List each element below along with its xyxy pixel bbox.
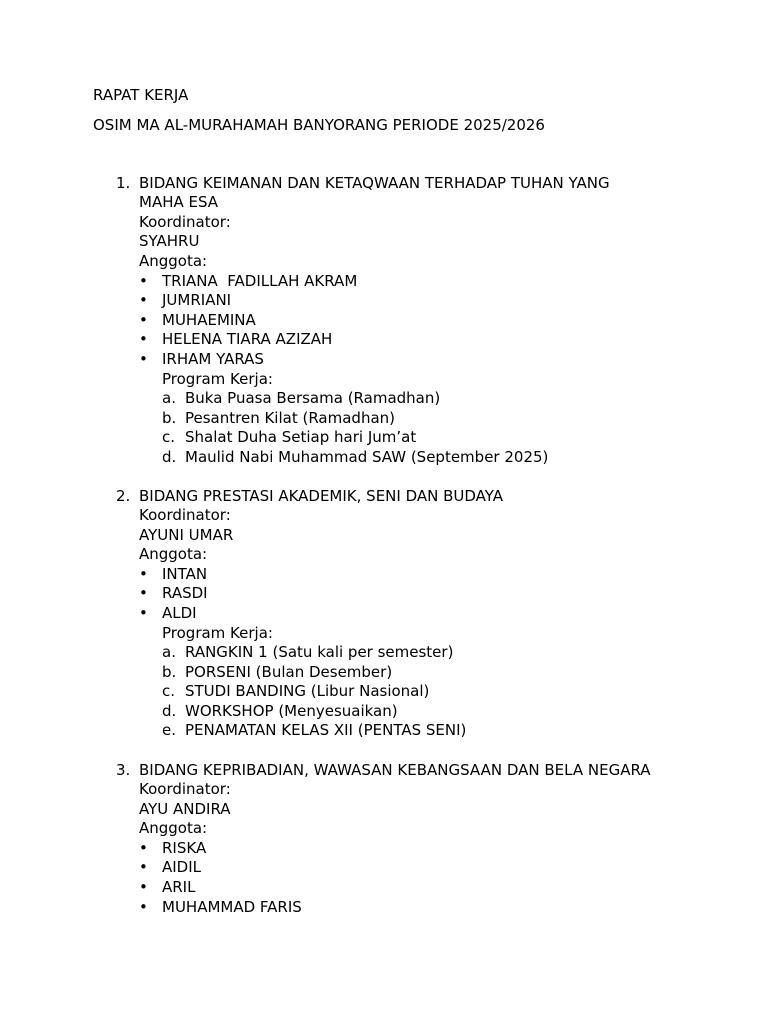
program-item: Shalat Duha Setiap hari Jum’at bbox=[185, 428, 417, 446]
section-heading: BIDANG KEPRIBADIAN, WAWASAN KEBANGSAAN DAN BELA NEGARA bbox=[139, 761, 651, 779]
anggota-label: Anggota: bbox=[139, 252, 208, 270]
anggota-item: MUHAEMINA bbox=[162, 311, 256, 329]
anggota-item: ALDI bbox=[162, 604, 197, 622]
anggota-label: Anggota: bbox=[139, 819, 208, 837]
anggota-item: JUMRIANI bbox=[162, 291, 232, 309]
bullet-icon: • bbox=[139, 291, 148, 309]
anggota-item: MUHAMMAD FARIS bbox=[162, 898, 302, 916]
program-marker: e. bbox=[162, 721, 176, 739]
section-heading: BIDANG KEIMANAN DAN KETAQWAAN TERHADAP TUHAN YANG bbox=[139, 174, 610, 192]
program-item: PORSENI (Bulan Desember) bbox=[185, 663, 393, 681]
anggota-item: TRIANA FADILLAH AKRAM bbox=[162, 272, 358, 290]
koordinator-label: Koordinator: bbox=[139, 506, 231, 524]
program-item: Pesantren Kilat (Ramadhan) bbox=[185, 409, 396, 427]
program-marker: b. bbox=[162, 663, 177, 681]
program-item: Maulid Nabi Muhammad SAW (September 2025) bbox=[185, 448, 549, 466]
koordinator-name: AYU ANDIRA bbox=[139, 800, 231, 818]
program-marker: d. bbox=[162, 448, 177, 466]
program-item: RANGKIN 1 (Satu kali per semester) bbox=[185, 643, 454, 661]
program-marker: b. bbox=[162, 409, 177, 427]
section-number: 3. bbox=[116, 761, 131, 779]
koordinator-label: Koordinator: bbox=[139, 780, 231, 798]
anggota-item: RASDI bbox=[162, 584, 208, 602]
section-number: 2. bbox=[116, 487, 131, 505]
program-marker: d. bbox=[162, 702, 177, 720]
doc-title: RAPAT KERJA bbox=[93, 86, 189, 104]
doc-subtitle: OSIM MA AL-MURAHAMAH BANYORANG PERIODE 2025/2026 bbox=[93, 116, 545, 134]
koordinator-name: AYUNI UMAR bbox=[139, 526, 234, 544]
anggota-item: HELENA TIARA AZIZAH bbox=[162, 330, 333, 348]
section-heading: BIDANG PRESTASI AKADEMIK, SENI DAN BUDAYA bbox=[139, 487, 504, 505]
anggota-item: INTAN bbox=[162, 565, 208, 583]
program-marker: c. bbox=[162, 428, 176, 446]
anggota-item: RISKA bbox=[162, 839, 207, 857]
program-label: Program Kerja: bbox=[162, 624, 273, 642]
bullet-icon: • bbox=[139, 878, 148, 896]
bullet-icon: • bbox=[139, 858, 148, 876]
anggota-item: AIDIL bbox=[162, 858, 202, 876]
bullet-icon: • bbox=[139, 330, 148, 348]
program-item: STUDI BANDING (Libur Nasional) bbox=[185, 682, 430, 700]
bullet-icon: • bbox=[139, 311, 148, 329]
bullet-icon: • bbox=[139, 839, 148, 857]
program-label: Program Kerja: bbox=[162, 370, 273, 388]
bullet-icon: • bbox=[139, 565, 148, 583]
program-marker: a. bbox=[162, 643, 176, 661]
bullet-icon: • bbox=[139, 898, 148, 916]
anggota-item: ARIL bbox=[162, 878, 196, 896]
anggota-label: Anggota: bbox=[139, 545, 208, 563]
bullet-icon: • bbox=[139, 272, 148, 290]
program-marker: c. bbox=[162, 682, 176, 700]
bullet-icon: • bbox=[139, 604, 148, 622]
bullet-icon: • bbox=[139, 584, 148, 602]
anggota-item: IRHAM YARAS bbox=[162, 350, 264, 368]
program-item: PENAMATAN KELAS XII (PENTAS SENI) bbox=[185, 721, 467, 739]
program-marker: a. bbox=[162, 389, 176, 407]
program-item: Buka Puasa Bersama (Ramadhan) bbox=[185, 389, 441, 407]
bullet-icon: • bbox=[139, 350, 148, 368]
koordinator-name: SYAHRU bbox=[139, 232, 200, 250]
program-item: WORKSHOP (Menyesuaikan) bbox=[185, 702, 398, 720]
section-number: 1. bbox=[116, 174, 131, 192]
koordinator-label: Koordinator: bbox=[139, 213, 231, 231]
section-heading-cont: MAHA ESA bbox=[139, 193, 219, 211]
